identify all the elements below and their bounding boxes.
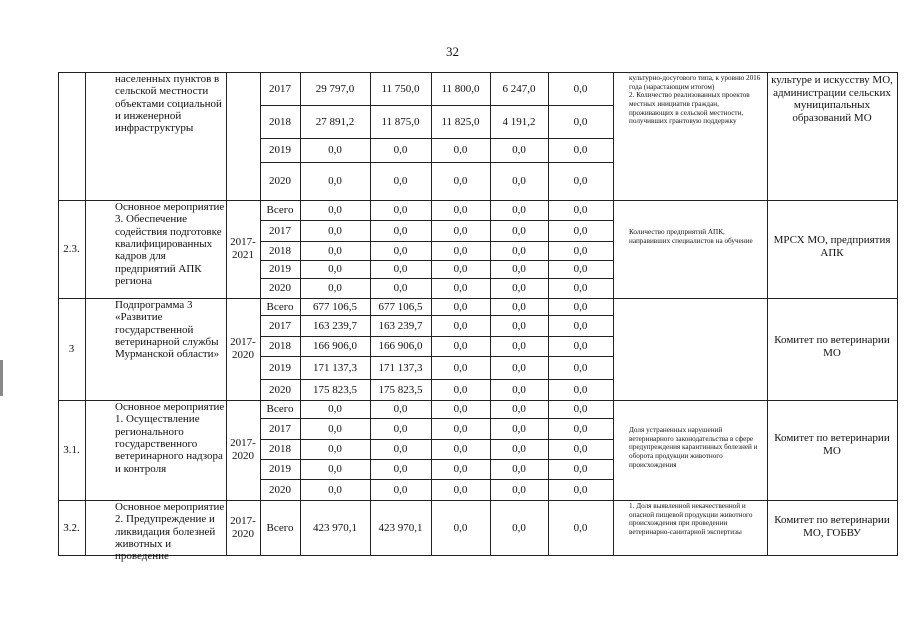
other-sources: 0,0 [573,115,588,128]
year-cell: Всего [266,204,294,216]
federal-budget: 0,0 [453,204,468,216]
regional-budget: 171 137,3 [378,361,423,374]
year-cell: 2019 [269,361,291,374]
year-cell: 2019 [269,144,291,156]
activity-description: Основное мероприятие 1. Осуществление регионального государственного ветеринарного надзора и контроля [115,401,225,475]
other-sources: 0,0 [573,282,588,294]
year-cell: 2018 [269,443,291,455]
regional-budget: 0,0 [393,443,408,455]
year-cell: 2017 [269,319,291,332]
local-budget: 0,0 [512,361,526,374]
total-amount: 0,0 [328,403,342,415]
other-sources: 0,0 [573,383,588,396]
total-amount: 0,0 [328,422,342,435]
total-amount: 163 239,7 [313,319,357,332]
total-amount: 0,0 [328,175,342,187]
year-cell: Всего [266,521,294,534]
federal-budget: 0,0 [453,403,468,415]
year-cell: 2020 [269,383,291,396]
year-cell: 2018 [269,340,291,352]
total-amount: 0,0 [328,443,342,455]
total-amount: 0,0 [328,463,342,475]
local-budget: 0,0 [512,144,526,156]
indicator-text: Доля устраненных нарушений ветеринарного законодательства в сфере предупреждения карантинных болезней и оборота продукции животного происхождения [629,426,758,469]
regional-budget: 0,0 [393,204,408,216]
local-budget: 0,0 [512,403,526,415]
activity-description: Основное мероприятие 3. Обеспечение содействия подготовке квалифицированных кадров для предприятий АПК региона [115,201,225,287]
federal-budget: 0,0 [453,361,468,374]
other-sources: 0,0 [573,263,588,275]
other-sources: 0,0 [573,175,588,187]
regional-budget: 0,0 [393,483,408,496]
regional-budget: 0,0 [393,463,408,475]
federal-budget: 0,0 [453,244,468,257]
total-amount: 171 137,3 [313,361,357,374]
total-amount: 423 970,1 [313,521,357,534]
indicator-text: 1. Доля выявленной некачественной и опасной пищевой продукции животного происхождения при проведении ветеринарно-санитарной экспертизы [629,502,753,536]
year-cell: 2018 [269,115,291,128]
implementation-period: 2017- 2020 [230,514,256,540]
total-amount: 166 906,0 [313,340,357,352]
responsible-executor: Комитет по ветеринарии МО, ГОБВУ [774,514,890,539]
federal-budget: 0,0 [453,224,468,237]
year-cell: 2017 [269,224,291,237]
other-sources: 0,0 [573,340,588,352]
activity-description: Основное мероприятие 2. Предупреждение и ликвидация болезней животных и проведение [115,501,225,563]
regional-budget: 163 239,7 [378,319,423,332]
responsible-executor: МРСХ МО, предприятия АПК [773,234,891,259]
indicator-text [613,298,767,400]
other-sources: 0,0 [573,82,588,95]
federal-budget: 0,0 [453,483,468,496]
responsible-executor: культуре и искусству МО, администрации сельских муниципальных образований МО [771,74,893,124]
regional-budget: 11 875,0 [381,115,420,128]
total-amount: 0,0 [328,282,342,294]
other-sources: 0,0 [573,361,588,374]
implementation-period: 2017- 2020 [230,336,256,361]
other-sources: 0,0 [573,463,588,475]
responsible-executor: Комитет по ветеринарии МО [774,334,890,359]
federal-budget: 0,0 [453,422,468,435]
federal-budget: 0,0 [453,443,468,455]
row-number: 3 [68,343,75,355]
regional-budget: 0,0 [393,224,408,237]
local-budget: 0,0 [512,282,526,294]
table-rule [58,555,898,556]
federal-budget: 0,0 [453,340,468,352]
scan-edge-mark [0,360,3,396]
other-sources: 0,0 [573,319,588,332]
federal-budget: 0,0 [453,144,468,156]
local-budget: 0,0 [512,383,526,396]
other-sources: 0,0 [573,422,588,435]
local-budget: 0,0 [512,263,526,275]
table-rule [897,72,898,555]
federal-budget: 0,0 [453,463,468,475]
local-budget: 0,0 [512,204,526,216]
local-budget: 0,0 [512,300,526,313]
local-budget: 0,0 [512,244,526,257]
year-cell: Всего [266,300,294,313]
total-amount: 0,0 [328,144,342,156]
local-budget: 4 191,2 [502,115,536,128]
regional-budget: 0,0 [393,422,408,435]
local-budget: 0,0 [512,521,526,534]
year-cell: 2017 [269,422,291,435]
total-amount: 0,0 [328,263,342,275]
regional-budget: 175 823,5 [378,383,423,396]
local-budget: 0,0 [512,422,526,435]
federal-budget: 0,0 [453,263,468,275]
row-number: 3.1. [63,444,80,456]
regional-budget: 0,0 [393,263,408,275]
other-sources: 0,0 [573,521,588,534]
local-budget: 0,0 [512,175,526,187]
federal-budget: 0,0 [453,175,468,187]
other-sources: 0,0 [573,443,588,455]
total-amount: 29 797,0 [315,82,355,95]
year-cell: 2020 [269,175,291,187]
regional-budget: 11 750,0 [381,82,420,95]
other-sources: 0,0 [573,483,588,496]
year-cell: 2019 [269,463,291,475]
local-budget: 6 247,0 [502,82,536,95]
federal-budget: 11 800,0 [441,82,480,95]
other-sources: 0,0 [573,204,588,216]
implementation-period: 2017- 2020 [230,437,256,462]
total-amount: 0,0 [328,244,342,257]
total-amount: 0,0 [328,224,342,237]
indicator-text: Количество предприятий АПК, направивших специалистов на обучение [629,228,753,245]
total-amount: 27 891,2 [315,115,355,128]
local-budget: 0,0 [512,463,526,475]
other-sources: 0,0 [573,300,588,313]
year-cell: 2018 [269,244,291,257]
local-budget: 0,0 [512,224,526,237]
regional-budget: 0,0 [393,175,408,187]
page-number: 32 [446,44,459,59]
regional-budget: 0,0 [393,244,408,257]
other-sources: 0,0 [573,224,588,237]
year-cell: 2020 [269,282,291,294]
row-number: 2.3. [63,243,80,255]
total-amount: 0,0 [328,483,342,496]
activity-description: населенных пунктов в сельской местности объектами социальной и инженерной инфраструктуры [115,73,222,135]
year-cell: 2020 [269,483,291,496]
other-sources: 0,0 [573,144,588,156]
federal-budget: 0,0 [453,319,468,332]
implementation-period [226,72,260,200]
regional-budget: 677 106,5 [378,300,423,313]
activity-description: Подпрограмма 3 «Развитие государственной ветеринарной службы Мурманской области» [115,299,220,361]
local-budget: 0,0 [512,319,526,332]
year-cell: Всего [266,403,294,415]
regional-budget: 166 906,0 [378,340,423,352]
regional-budget: 423 970,1 [378,521,423,534]
year-cell: 2017 [269,82,291,95]
federal-budget: 0,0 [453,521,468,534]
federal-budget: 0,0 [453,300,468,313]
year-cell: 2019 [269,263,291,275]
federal-budget: 11 825,0 [441,115,480,128]
regional-budget: 0,0 [393,403,408,415]
regional-budget: 0,0 [393,144,408,156]
row-number: 3.2. [63,521,80,534]
row-number [58,72,85,200]
other-sources: 0,0 [573,244,588,257]
federal-budget: 0,0 [453,383,468,396]
other-sources: 0,0 [573,403,588,415]
local-budget: 0,0 [512,443,526,455]
local-budget: 0,0 [512,483,526,496]
federal-budget: 0,0 [453,282,468,294]
responsible-executor: Комитет по ветеринарии МО [774,432,890,457]
total-amount: 175 823,5 [313,383,357,396]
total-amount: 677 106,5 [313,300,357,313]
total-amount: 0,0 [328,204,342,216]
regional-budget: 0,0 [393,282,408,294]
local-budget: 0,0 [512,340,526,352]
implementation-period: 2017- 2021 [230,236,256,261]
indicator-text: культурно-досугового типа, к уровню 2016 года (нарастающим итогом) 2. Количество реализованных проектов местных инициатив граждан, проживающих в сельской местности, получивших грантовую поддержку [629,74,761,126]
